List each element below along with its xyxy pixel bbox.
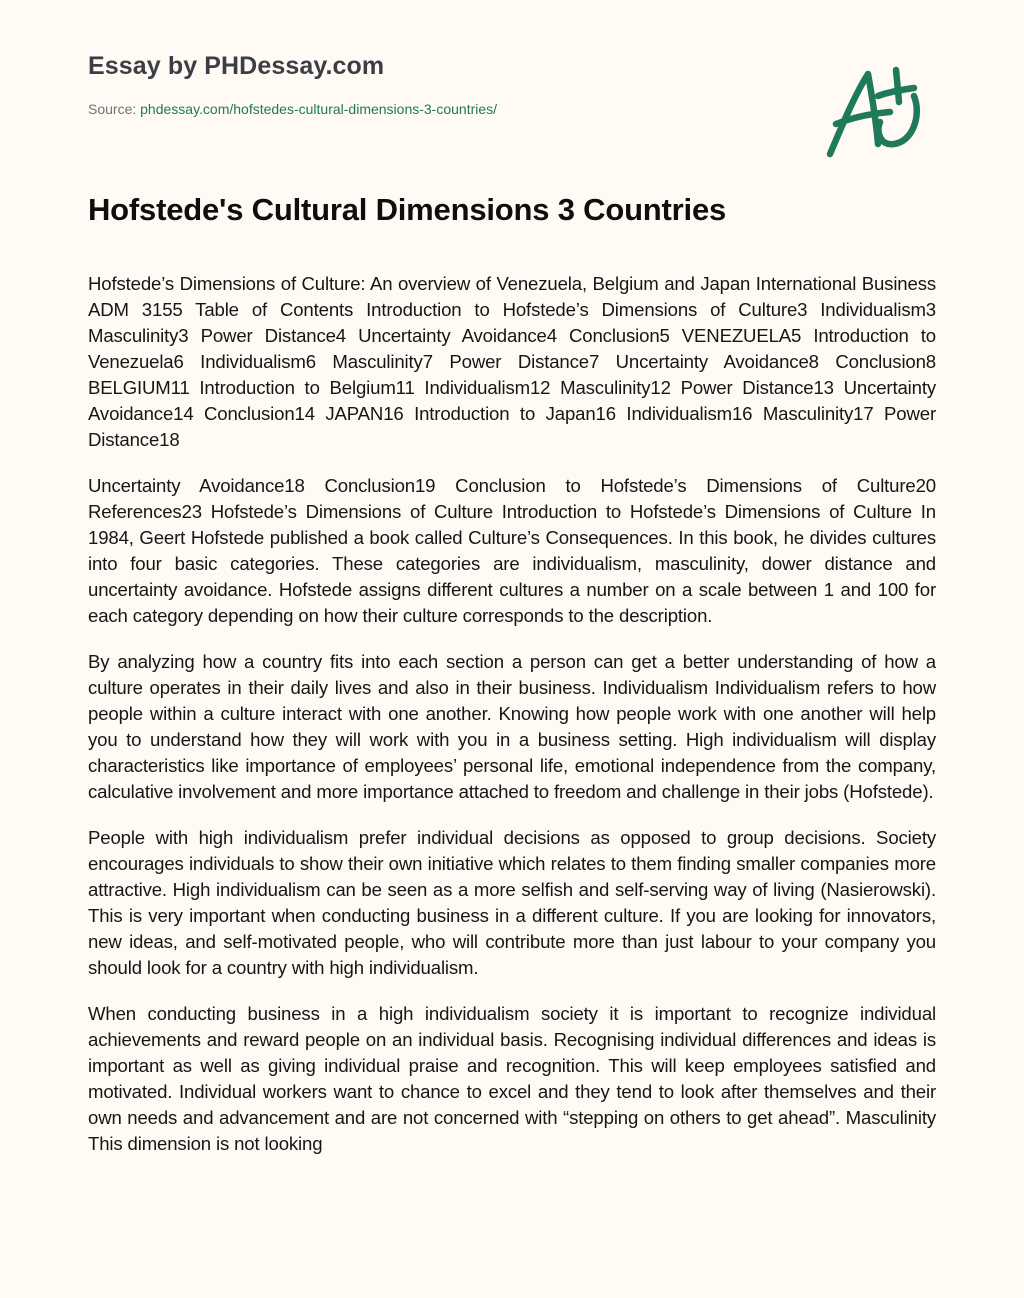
page-title: Hofstede's Cultural Dimensions 3 Countries	[88, 192, 727, 227]
essay-body	[88, 271, 936, 1255]
paragraph: By analyzing how a country fits into each section a person can get a better understanding of how a culture operates in their daily lives and also in their business. Individualism Individualism refers to how people within a culture interact with one another. Knowing how people work with one another will help you to understand how they will work with you in a business setting. High individualism will display characteristics like importance of employees’ personal life, emotional independence from the company, calculative involvement and more importance attached to freedom and challenge in their jobs (Hofstede).	[88, 651, 936, 802]
paragraph: Uncertainty Avoidance18 Conclusion19 Conclusion to Hofstede’s Dimensions of Culture20 References23 Hofstede’s Dimensions of Culture Introduction to Hofstede’s Dimensions of Culture In 1984, Geert Hofstede published a book called Culture’s Consequences. In this book, he divides cultures into four basic categories. These categories are individualism, masculinity, dower distance and uncertainty avoidance. Hofstede assigns different cultures a number on a scale between 1 and 100 for each category depending on how their culture corresponds to the description.	[88, 475, 936, 626]
a-plus-grade-icon	[822, 66, 932, 160]
paragraph: People with high individualism prefer individual decisions as opposed to group decisions. Society encourages individuals to show their own initiative which relates to them finding smaller companies more attractive. High individualism can be seen as a more selfish and self-serving way of living (Nasierowski). This is very important when conducting business in a different culture. If you are looking for innovators, new ideas, and self-motivated people, who will contribute more than just labour to your company you should look for a country with high individualism.	[88, 827, 936, 978]
source-link[interactable]: phdessay.com/hofstedes-cultural-dimensions-3-countries/	[140, 101, 498, 117]
site-header	[88, 50, 788, 118]
source-label: Source:	[88, 101, 141, 117]
paragraph: Hofstede’s Dimensions of Culture: An overview of Venezuela, Belgium and Japan International Business ADM 3155 Table of Contents Introduction to Hofstede’s Dimensions of Culture3 Individualism3 Masculinity3 Power Distance4 Uncertainty Avoidance4 Conclusion5 VENEZUELA5 Introduction to Venezuela6 Individualism6 Masculinity7 Power Distance7 Uncertainty Avoidance8 Conclusion8 BELGIUM11 Introduction to Belgium11 Individualism12 Masculinity12 Power Distance13 Uncertainty Avoidance14 Conclusion14 JAPAN16 Introduction to Japan16 Individualism16 Masculinity17 Power Distance18	[88, 273, 936, 450]
source-line	[88, 100, 788, 118]
paragraph: When conducting business in a high individualism society it is important to recognize individual achievements and reward people on an individual basis. Recognising individual differences and ideas is important as well as giving individual praise and recognition. This will keep employees satisfied and motivated. Individual workers want to chance to excel and they tend to look after themselves and their own needs and advancement and are not concerned with “stepping on others to get ahead”. Masculinity This dimension is not looking	[88, 1003, 936, 1154]
site-brand: Essay by PHDessay.com	[88, 52, 385, 80]
